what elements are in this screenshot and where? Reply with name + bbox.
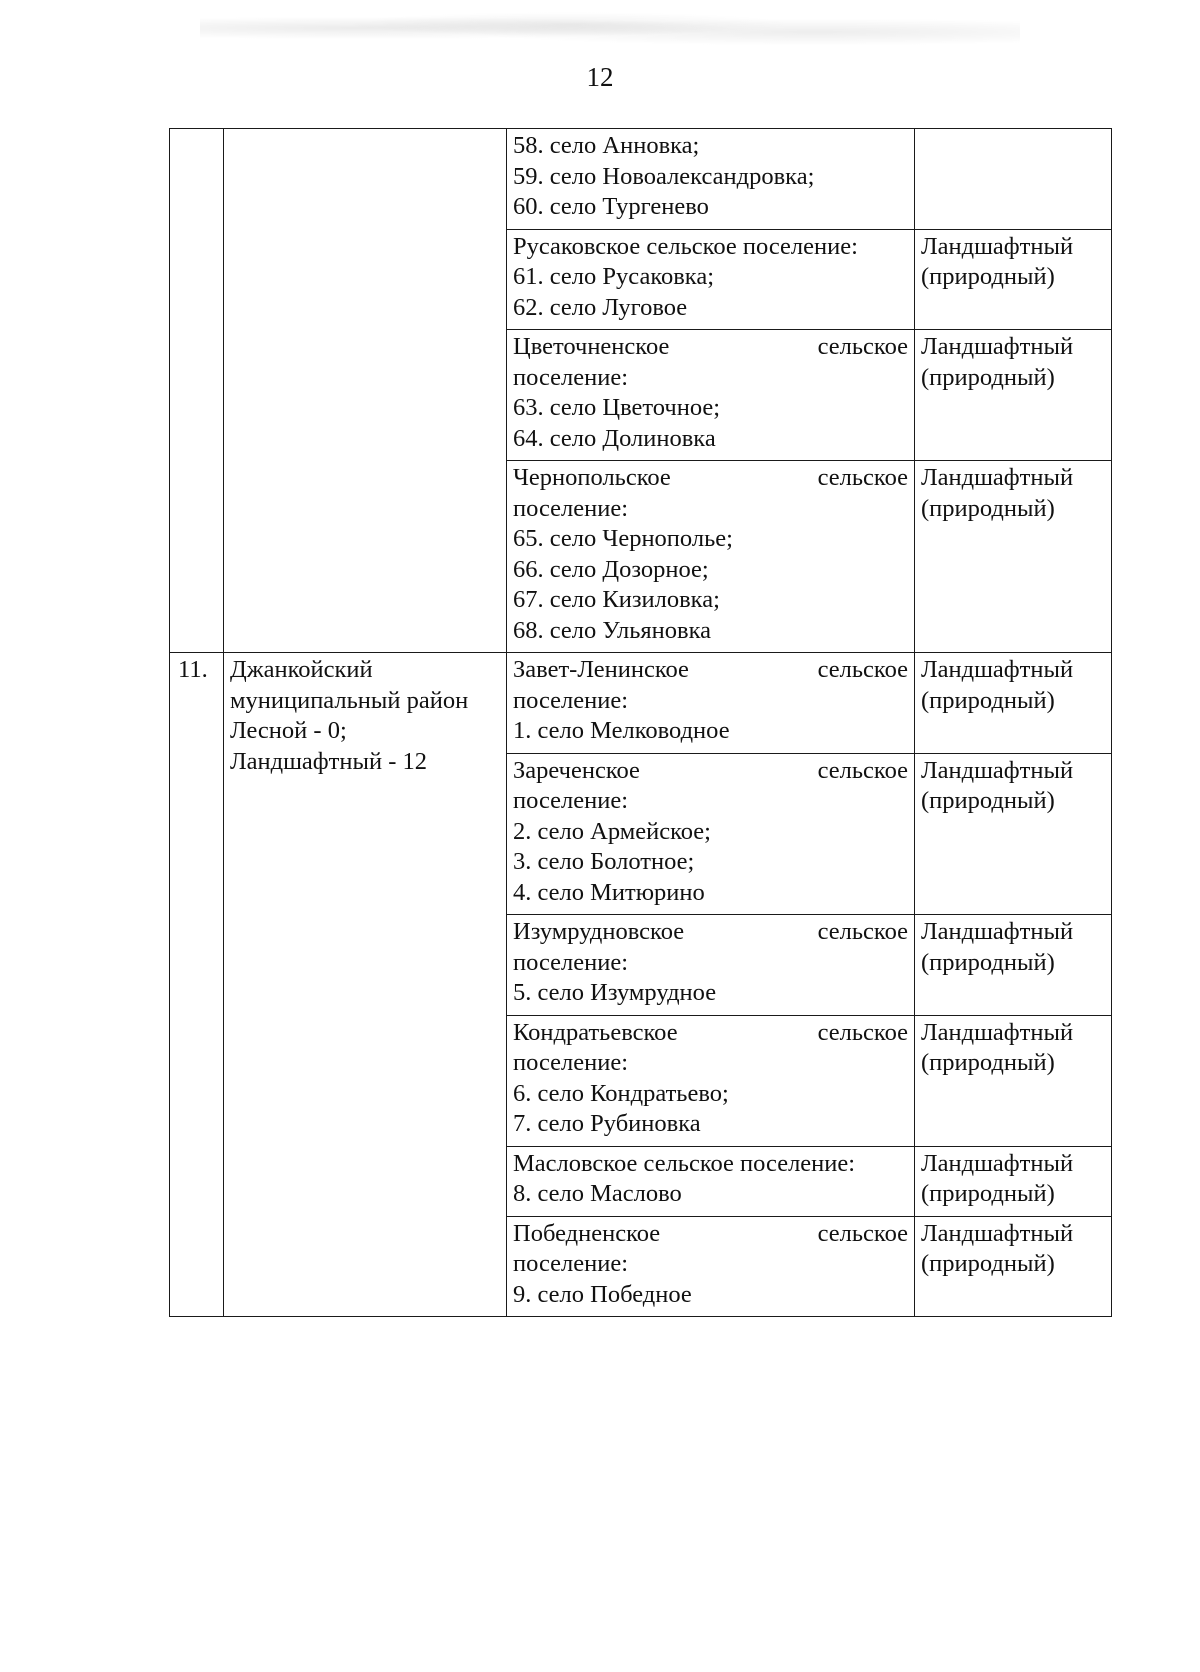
settlement-line: поселение: <box>513 1049 629 1076</box>
type-line: Ландшафтный <box>921 1149 1074 1177</box>
type-line: (природный) <box>921 363 1055 391</box>
type-cell <box>915 1146 1112 1216</box>
settlement-line: Русаковское сельское поселение: <box>513 232 858 260</box>
settlement-head <box>513 332 908 363</box>
settlement-head <box>513 917 908 948</box>
settlement-head <box>513 756 908 787</box>
type-line: (природный) <box>921 263 1055 290</box>
type-cell <box>915 653 1112 754</box>
settlement-line: поселение: <box>513 363 629 391</box>
settlement-head <box>513 655 908 686</box>
district-name-cell <box>224 653 507 1317</box>
settlements-table <box>169 128 1112 1317</box>
settlement-head-word: Цветочненское <box>513 333 670 360</box>
table-row <box>170 129 1112 230</box>
settlement-head-word: сельское <box>817 918 908 945</box>
type-line: Ландшафтный <box>921 464 1074 491</box>
settlement-line: 9. село Победное <box>513 1280 692 1308</box>
settlement-line: 64. село Долиновка <box>513 424 716 452</box>
settlement-head-word: Зареченское <box>513 756 640 784</box>
scan-artifact <box>200 8 1020 48</box>
settlement-head-word: сельское <box>817 464 908 491</box>
settlement-line: 6. село Кондратьево; <box>513 1079 729 1107</box>
settlement-cell <box>507 653 915 754</box>
settlement-cell <box>507 129 915 230</box>
settlement-line: 59. село Новоалександровка; <box>513 162 815 190</box>
settlement-line: 3. село Болотное; <box>513 848 695 875</box>
settlement-head-word: сельское <box>817 1018 908 1046</box>
settlement-line: 61. село Русаковка; <box>513 263 715 290</box>
district-number-cell <box>170 129 224 653</box>
settlement-line: 62. село Луговое <box>513 293 688 321</box>
type-line: Ландшафтный <box>921 756 1074 784</box>
settlement-line: поселение: <box>513 787 629 814</box>
district-number-cell <box>170 653 224 1317</box>
type-cell <box>915 461 1112 653</box>
type-cell <box>915 1216 1112 1317</box>
settlement-head-word: сельское <box>817 656 908 683</box>
type-cell <box>915 753 1112 915</box>
district-number: 11. <box>178 656 208 683</box>
settlement-cell <box>507 1015 915 1146</box>
district-name-cell <box>224 129 507 653</box>
settlement-cell <box>507 229 915 330</box>
type-line: (природный) <box>921 1250 1055 1277</box>
settlement-cell <box>507 753 915 915</box>
settlement-head <box>513 463 908 494</box>
settlement-line: 7. село Рубиновка <box>513 1110 701 1137</box>
settlement-line: 1. село Мелководное <box>513 717 730 744</box>
settlement-head <box>513 1219 908 1250</box>
settlement-line: поселение: <box>513 686 629 714</box>
type-line: (природный) <box>921 686 1055 714</box>
settlement-line: 67. село Кизиловка; <box>513 586 720 613</box>
type-cell <box>915 915 1112 1016</box>
district-name-line: Ландшафтный - 12 <box>230 747 427 775</box>
settlement-head-word: Победненское <box>513 1219 661 1247</box>
type-cell <box>915 1015 1112 1146</box>
type-line: Ландшафтный <box>921 918 1074 945</box>
settlement-line: 60. село Тургенево <box>513 193 709 220</box>
settlement-head-word: Завет-Ленинское <box>513 656 689 683</box>
settlement-line: 63. село Цветочное; <box>513 394 721 421</box>
district-name-line: Джанкойский <box>230 656 373 683</box>
settlement-line: поселение: <box>513 494 629 522</box>
settlement-cell <box>507 330 915 461</box>
settlement-cell <box>507 1146 915 1216</box>
settlement-head-word: Изумрудновское <box>513 918 685 945</box>
settlement-line: 5. село Изумрудное <box>513 979 717 1006</box>
type-line: Ландшафтный <box>921 333 1074 360</box>
type-line: (природный) <box>921 1049 1055 1076</box>
page-number: 12 <box>586 62 614 92</box>
type-line: Ландшафтный <box>921 232 1074 260</box>
type-line: (природный) <box>921 1180 1055 1207</box>
settlement-line: поселение: <box>513 948 629 976</box>
settlement-head-word: сельское <box>817 1219 908 1247</box>
settlement-cell <box>507 915 915 1016</box>
settlement-line: 66. село Дозорное; <box>513 555 709 583</box>
settlement-head-word: Кондратьевское <box>513 1018 678 1046</box>
district-name-line: муниципальный район <box>230 686 469 714</box>
settlement-line: 2. село Армейское; <box>513 817 711 845</box>
type-cell <box>915 330 1112 461</box>
settlement-line: поселение: <box>513 1250 629 1277</box>
settlement-cell <box>507 461 915 653</box>
settlement-line: 4. село Митюрино <box>513 878 705 906</box>
type-line: Ландшафтный <box>921 656 1074 683</box>
table-row <box>170 653 1112 754</box>
settlement-line: Масловское сельское поселение: <box>513 1149 856 1177</box>
settlement-head-word: Чернопольское <box>513 464 671 491</box>
settlement-head-word: сельское <box>817 756 908 784</box>
type-line: Ландшафтный <box>921 1018 1074 1046</box>
settlement-cell <box>507 1216 915 1317</box>
type-line: (природный) <box>921 494 1055 522</box>
settlement-line: 68. село Ульяновка <box>513 616 711 644</box>
type-line: (природный) <box>921 948 1055 976</box>
settlement-head <box>513 1018 908 1049</box>
type-line: Ландшафтный <box>921 1219 1074 1247</box>
settlement-line: 65. село Чернополье; <box>513 525 733 552</box>
settlement-line: 58. село Анновка; <box>513 132 700 159</box>
settlement-line: 8. село Маслово <box>513 1180 682 1207</box>
settlement-head-word: сельское <box>817 333 908 360</box>
type-cell <box>915 129 1112 230</box>
type-cell <box>915 229 1112 330</box>
type-line: (природный) <box>921 787 1055 814</box>
district-name-line: Лесной - 0; <box>230 717 347 744</box>
